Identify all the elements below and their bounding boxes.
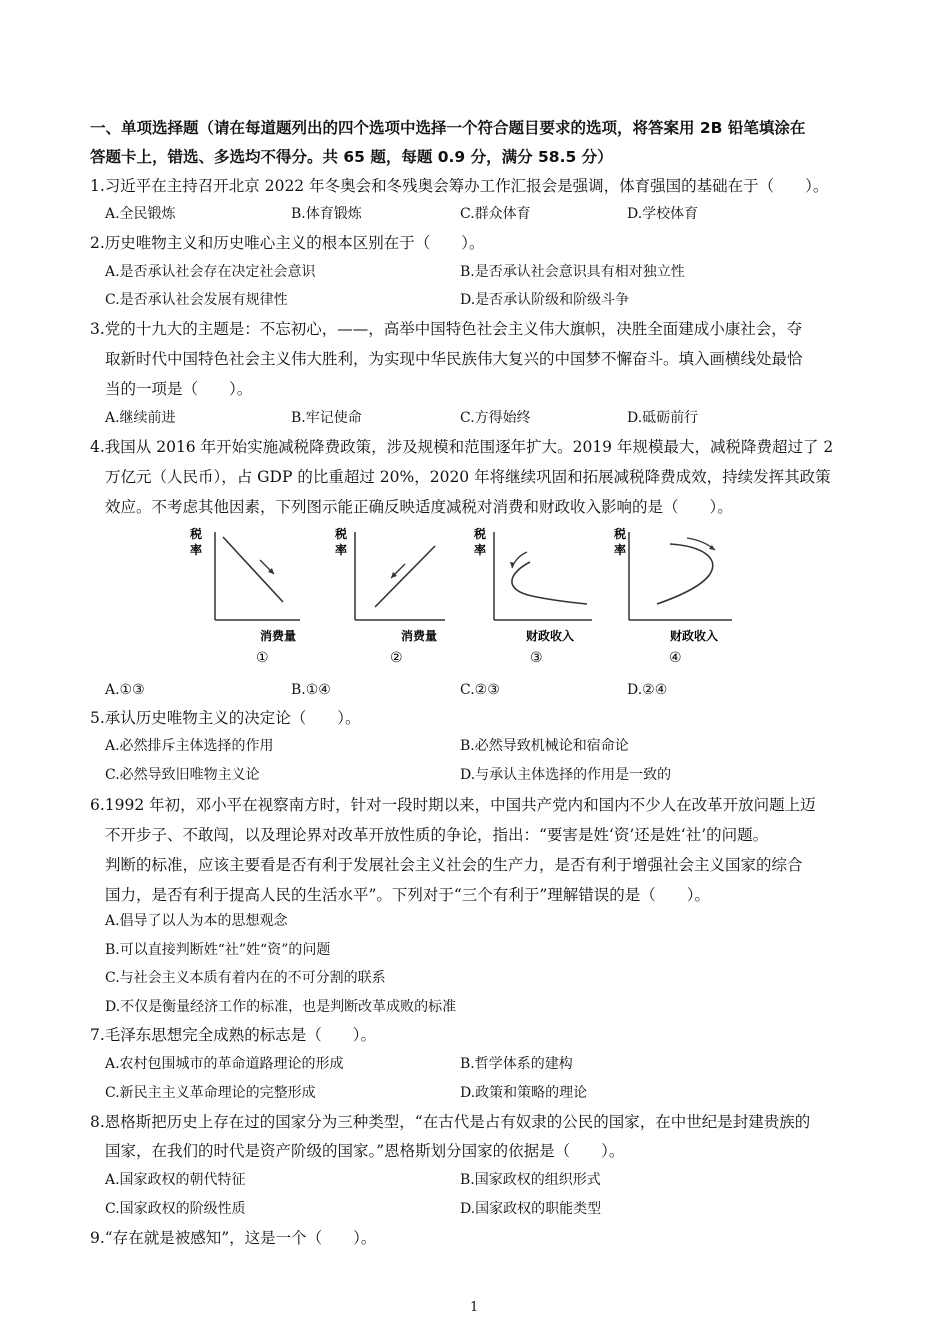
q7-option-a: A.农村包围城市的革命道路理论的形成 — [105, 1056, 344, 1072]
q7-option-c: C.新民主主义革命理论的完整形成 — [105, 1085, 316, 1101]
chart-2 — [333, 522, 453, 672]
chart-3-svg — [472, 522, 602, 672]
q4-stem-line3: 效应。不考虑其他因素，下列图示能正确反映适度减税对消费和财政收入影响的是（ ）。 — [105, 498, 733, 516]
q4-option-c: C.②③ — [460, 682, 500, 698]
q5-stem: 5.承认历史唯物主义的决定论（ ）。 — [90, 709, 361, 727]
q1-option-c: C.群众体育 — [460, 206, 531, 222]
q2-option-d: D.是否承认阶级和阶级斗争 — [460, 292, 630, 308]
chart-2-curve — [375, 546, 435, 607]
chart-2-ylabel-1: 税 — [335, 527, 348, 541]
q6-stem-line3: 判断的标准，应该主要看是否有利于发展社会主义社会的生产力，是否有利于增强社会主义国家的综合 — [105, 856, 803, 874]
section-heading-line1: 一、单项选择题（请在每道题列出的四个选项中选择一个符合题目要求的选项，将答案用 2B 铅笔填涂在 — [90, 119, 806, 137]
q3-option-a: A.继续前进 — [105, 410, 176, 426]
q3-option-c: C.方得始终 — [460, 410, 531, 426]
q8-option-b: B.国家政权的组织形式 — [460, 1172, 601, 1188]
chart-1-number: ① — [256, 650, 269, 666]
q5-option-d: D.与承认主体选择的作用是一致的 — [460, 767, 672, 783]
q1-option-d: D.学校体育 — [627, 206, 699, 222]
q6-stem-line1: 6.1992 年初，邓小平在视察南方时，针对一段时期以来，中国共产党内和国内不少人在改革开放问题上迈 — [90, 796, 816, 814]
q6-stem-line2: 不开步子、不敢闯，以及理论界对改革开放性质的争论，指出：“要害是姓‘资’还是姓‘社’的问题。 — [105, 826, 769, 844]
q4-stem-line1: 4.我国从 2016 年开始实施减税降费政策，涉及规模和范围逐年扩大。2019 年规模最大，减税降费超过了 2 — [90, 438, 834, 456]
q5-option-a: A.必然排斥主体选择的作用 — [105, 738, 274, 754]
q8-option-a: A.国家政权的朝代特征 — [105, 1172, 246, 1188]
chart-4-xlabel: 财政收入 — [670, 629, 719, 643]
q7-stem: 7.毛泽东思想完全成熟的标志是（ ）。 — [90, 1026, 377, 1044]
q5-option-c: C.必然导致旧唯物主义论 — [105, 767, 260, 783]
q6-option-b: B.可以直接判断姓“社”姓“资”的问题 — [105, 942, 331, 958]
chart-3-ylabel-1: 税 — [474, 527, 487, 541]
chart-3 — [472, 522, 602, 672]
chart-2-number: ② — [390, 650, 403, 666]
page-number: 1 — [470, 1300, 479, 1315]
chart-4-svg — [612, 522, 742, 672]
chart-2-ylabel-2: 率 — [335, 543, 348, 557]
chart-1-curve — [223, 537, 283, 602]
chart-4-ylabel-2: 率 — [614, 543, 627, 557]
q9-stem: 9.“存在就是被感知”，这是一个（ ）。 — [90, 1229, 377, 1247]
q5-option-b: B.必然导致机械论和宿命论 — [460, 738, 629, 754]
q8-stem-line2: 国家，在我们的时代是资产阶级的国家。”恩格斯划分国家的依据是（ ）。 — [105, 1142, 625, 1160]
chart-3-ylabel-2: 率 — [474, 543, 487, 557]
q2-stem: 2.历史唯物主义和历史唯心主义的根本区别在于（ ）。 — [90, 234, 485, 252]
q7-option-b: B.哲学体系的建构 — [460, 1056, 573, 1072]
chart-4-ylabel-1: 税 — [614, 527, 627, 541]
chart-4-curve — [657, 544, 713, 604]
q2-option-a: A.是否承认社会存在决定社会意识 — [105, 264, 316, 280]
chart-4 — [612, 522, 742, 672]
q2-option-b: B.是否承认社会意识具有相对独立性 — [460, 264, 685, 280]
chart-2-svg — [333, 522, 453, 672]
q8-stem-line1: 8.恩格斯把历史上存在过的国家分为三种类型，“在古代是占有奴隶的公民的国家，在中世纪是封建贵族的 — [90, 1113, 811, 1131]
q3-stem-line2: 取新时代中国特色社会主义伟大胜利，为实现中华民族伟大复兴的中国梦不懈奋斗。填入画横线处最恰 — [105, 350, 803, 368]
q3-option-d: D.砥砺前行 — [627, 410, 699, 426]
q3-stem-line1: 3.党的十九大的主题是：不忘初心，——，高举中国特色社会主义伟大旗帜，决胜全面建成小康社会，夺 — [90, 320, 803, 338]
q8-option-d: D.国家政权的职能类型 — [460, 1201, 602, 1217]
q6-option-d: D.不仅是衡量经济工作的标准，也是判断改革成败的标准 — [105, 999, 457, 1015]
q3-stem-line3: 当的一项是（ ）。 — [105, 380, 253, 398]
chart-3-xlabel: 财政收入 — [526, 629, 575, 643]
q1-stem: 1.习近平在主持召开北京 2022 年冬奥会和冬残奥会筹办工作汇报会是强调，体育强国的基础在于（ ）。 — [90, 177, 829, 195]
chart-4-number: ④ — [669, 650, 682, 666]
q1-option-a: A.全民锻炼 — [105, 206, 176, 222]
q6-option-c: C.与社会主义本质有着内在的不可分割的联系 — [105, 970, 386, 986]
q1-option-b: B.体育锻炼 — [291, 206, 362, 222]
chart-1-ylabel-1: 税 — [190, 527, 203, 541]
chart-1-xlabel: 消费量 — [260, 629, 297, 643]
q4-option-a: A.①③ — [105, 682, 145, 698]
q3-option-b: B.牢记使命 — [291, 410, 362, 426]
chart-3-arrowhead — [510, 562, 515, 568]
q6-stem-line4: 国力，是否有利于提高人民的生活水平”。下列对于“三个有利于”理解错误的是（ ）。 — [105, 886, 711, 904]
section-heading-line2: 答题卡上，错选、多选均不得分。共 65 题，每题 0.9 分，满分 58.5 分） — [90, 148, 613, 166]
chart-1 — [188, 522, 308, 672]
q4-stem-line2: 万亿元（人民币），占 GDP 的比重超过 20%，2020 年将继续巩固和拓展减税降费成效，持续发挥其政策 — [105, 468, 831, 486]
q6-option-a: A.倡导了以人为本的思想观念 — [105, 913, 288, 929]
q7-option-d: D.政策和策略的理论 — [460, 1085, 588, 1101]
chart-1-ylabel-2: 率 — [190, 543, 203, 557]
q4-option-d: D.②④ — [627, 682, 668, 698]
chart-2-xlabel: 消费量 — [401, 629, 438, 643]
chart-3-curve — [512, 562, 587, 604]
q2-option-c: C.是否承认社会发展有规律性 — [105, 292, 288, 308]
q8-option-c: C.国家政权的阶级性质 — [105, 1201, 246, 1217]
q4-option-b: B.①④ — [291, 682, 331, 698]
chart-1-svg — [188, 522, 308, 672]
chart-3-number: ③ — [530, 650, 543, 666]
